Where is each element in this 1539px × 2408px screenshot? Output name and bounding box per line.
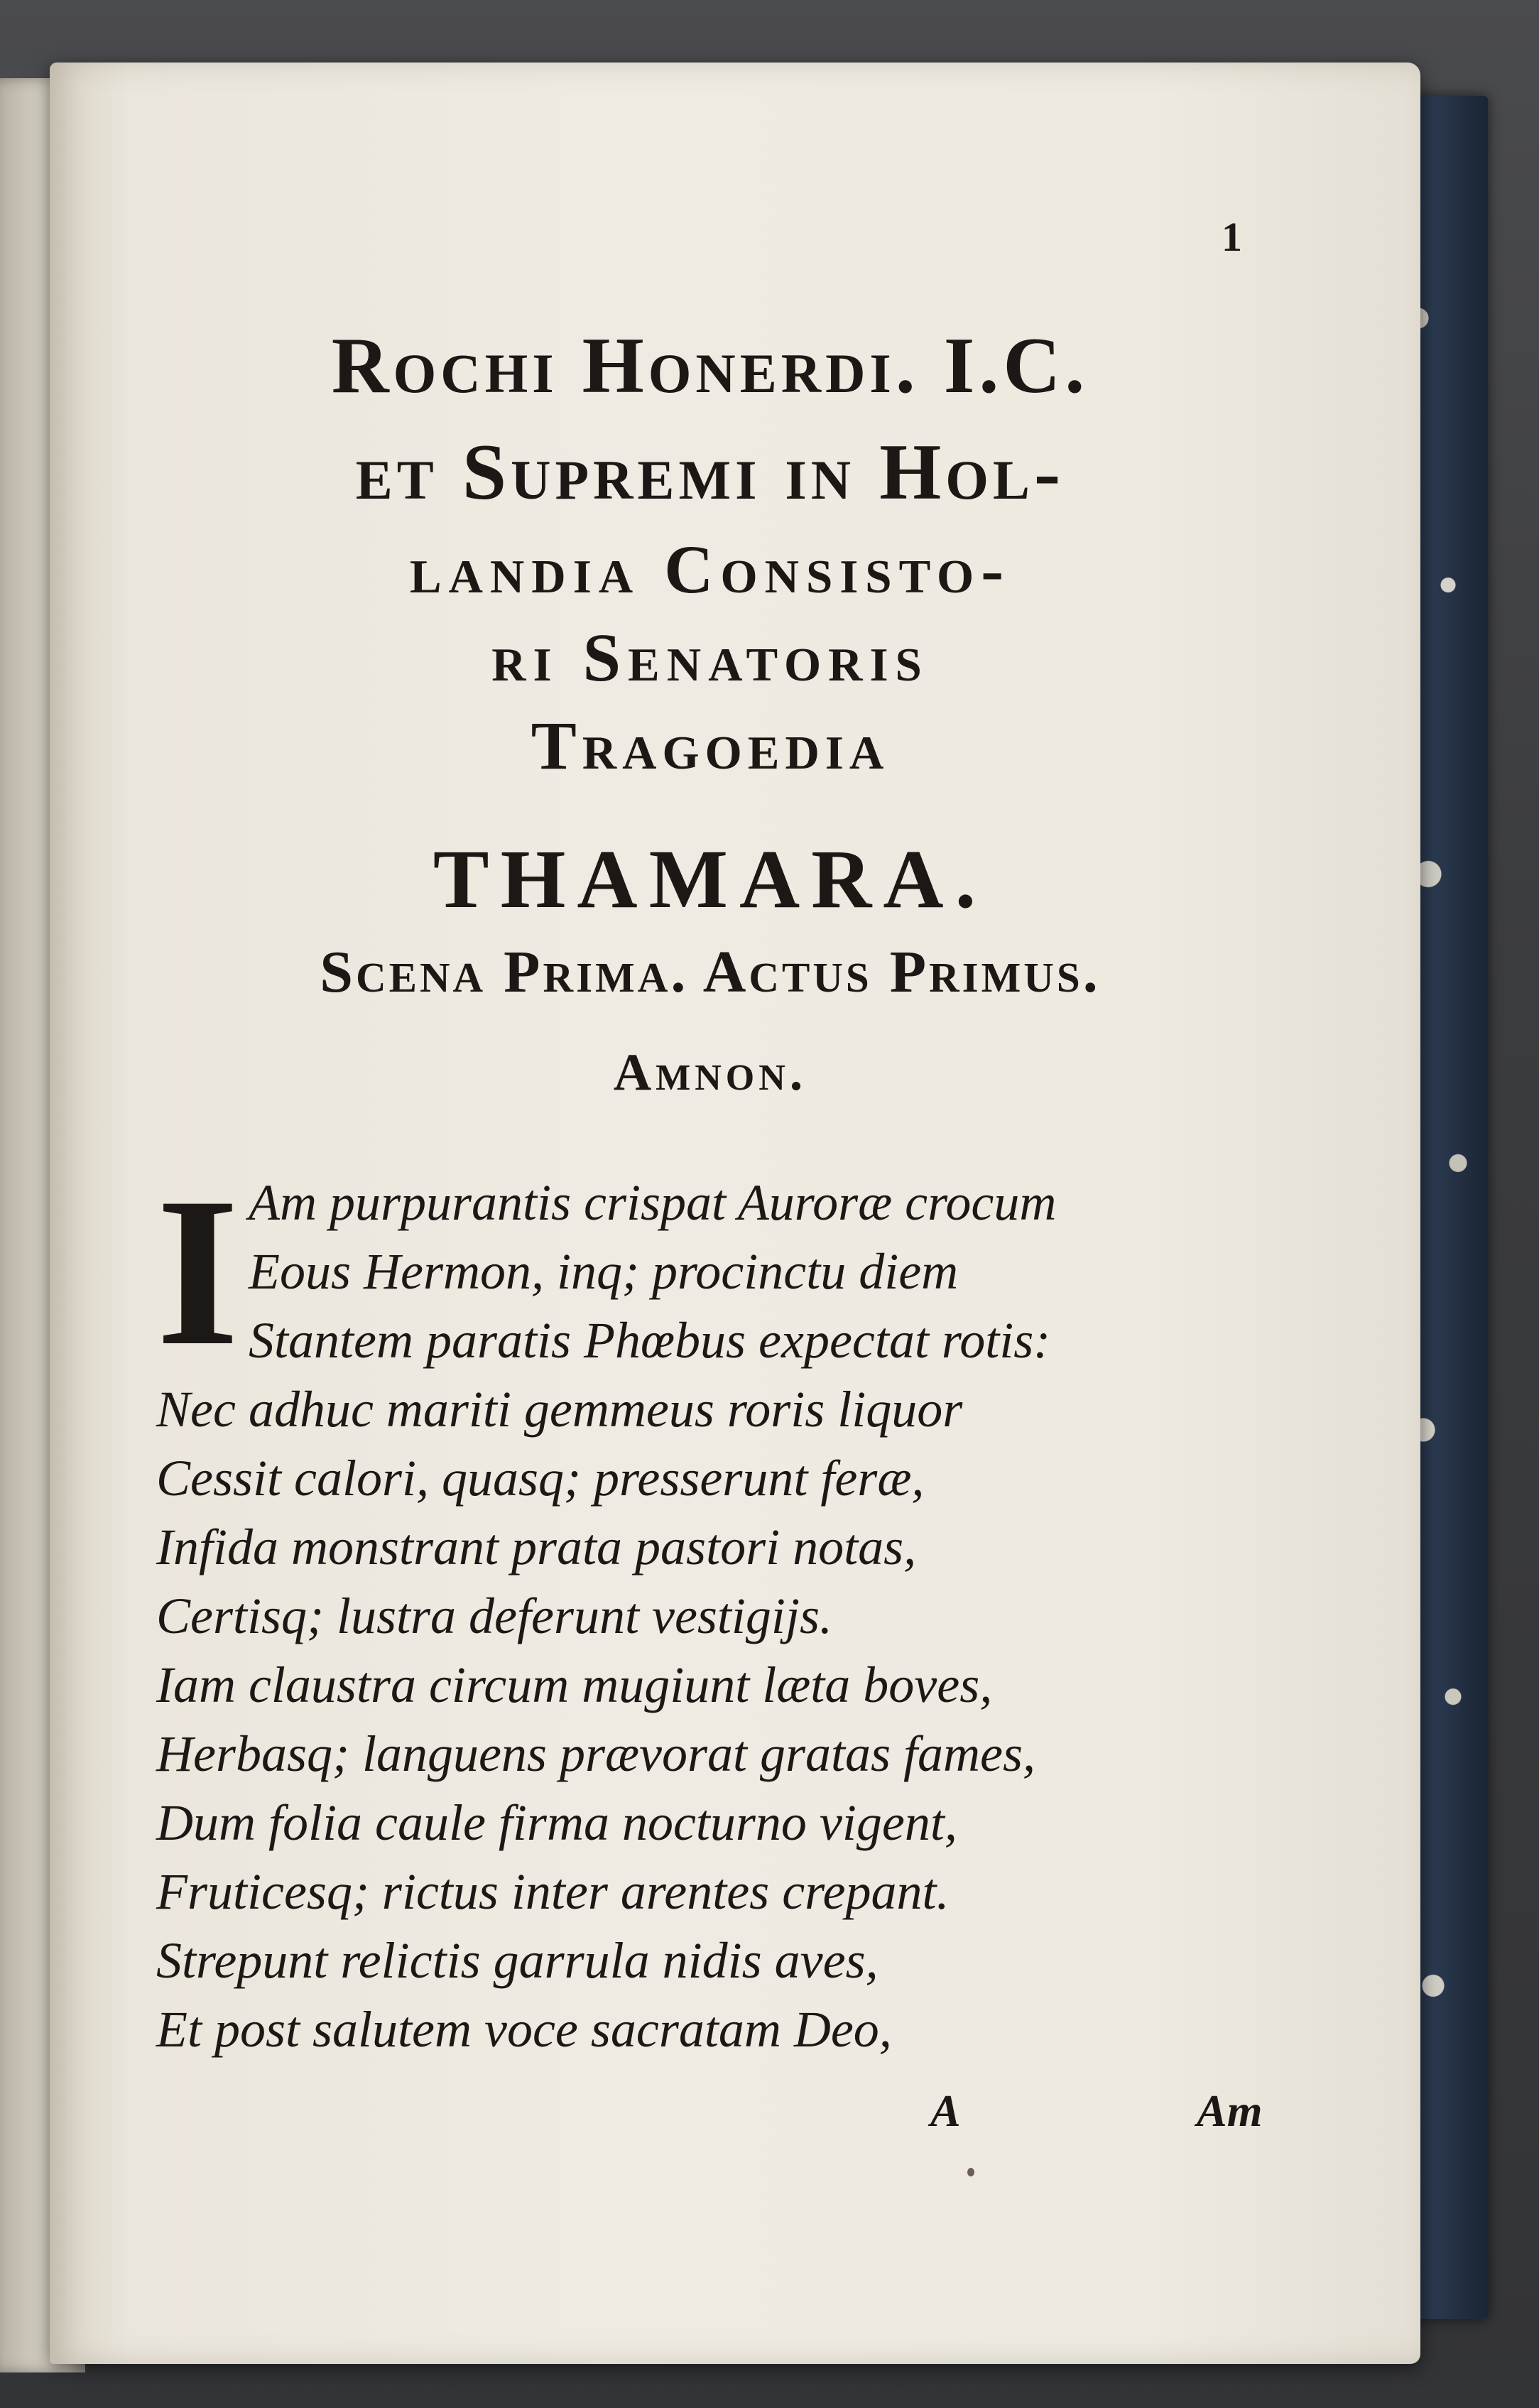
title-line-2: et Supremi in Hol-	[355, 428, 1065, 516]
verse-line: Eous Hermon, inq; procinctu diem	[249, 1243, 959, 1300]
scene-heading: Scena Prima. Actus Primus.	[320, 939, 1101, 1005]
verse-line: Et post salutem voce sacratam Deo,	[156, 2001, 892, 2058]
verse-line: Strepunt relictis garrula nidis aves,	[156, 1932, 879, 1989]
verse-line: Dum folia caule firma nocturno vigent,	[156, 1794, 957, 1851]
verse-line: Stantem paratis Phœbus expectat rotis:	[249, 1312, 1051, 1369]
title-line-1: Rochi Honerdi. I.C.	[331, 322, 1089, 410]
catchword: Am	[1197, 2086, 1263, 2136]
signature-mark: A	[930, 2086, 961, 2136]
verse-line: Infida monstrant prata pastori notas,	[156, 1519, 917, 1575]
verse-text	[156, 1168, 1264, 2064]
title-line-3: landia Consisto-	[409, 531, 1011, 607]
title-line-4: ri Senatoris	[491, 619, 929, 695]
title-block	[156, 313, 1264, 790]
verse-line: Fruticesq; rictus inter arentes crepant.	[156, 1863, 950, 1920]
drop-cap: I	[156, 1154, 239, 1389]
verse-line: Certisq; lustra deferunt vestigijs.	[156, 1588, 832, 1644]
verse-line: Nec adhuc mariti gemmeus roris liquor	[156, 1381, 963, 1438]
page-number: 1	[1222, 214, 1242, 260]
verse-line: Cessit calori, quasq; presserunt feræ,	[156, 1450, 925, 1507]
verse-line: Herbasq; languens prævorat gratas fames,	[156, 1725, 1035, 1782]
verse-line: Iam claustra circum mugiunt læta boves,	[156, 1656, 993, 1713]
play-title: THAMARA.	[433, 833, 988, 926]
title-line-5: Tragoedia	[531, 707, 890, 783]
speaker-name: Amnon.	[613, 1043, 807, 1102]
verse-line: Am purpurantis crispat Auroræ crocum	[249, 1174, 1057, 1231]
paper-fleck	[967, 2168, 974, 2176]
